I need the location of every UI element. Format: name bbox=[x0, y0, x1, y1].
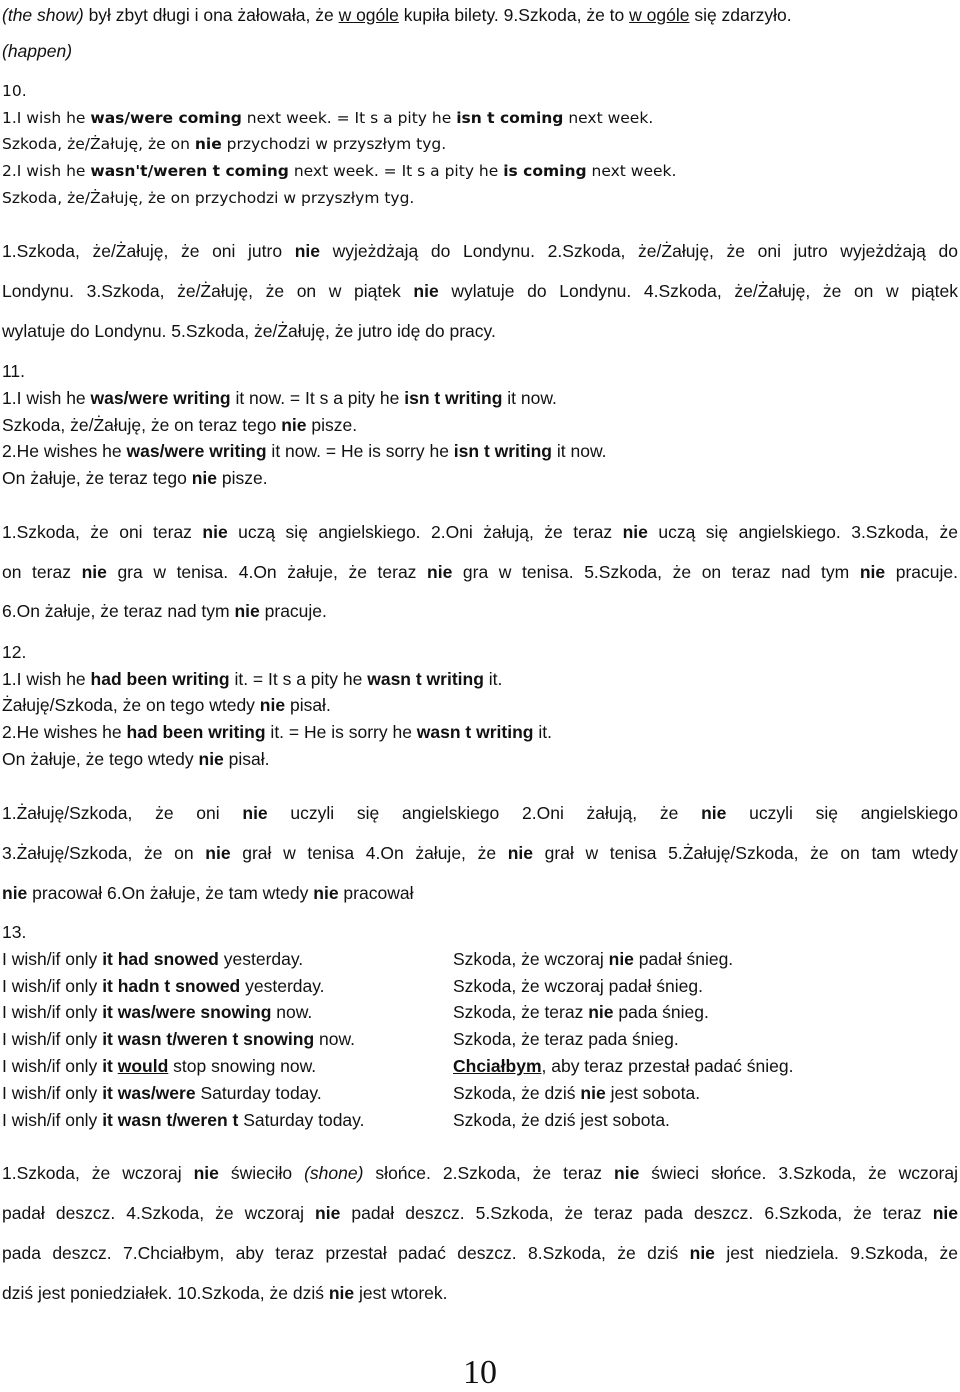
text: it bbox=[102, 1056, 118, 1076]
section-13-para-4 bbox=[2, 1283, 448, 1303]
text: 2.He wishes he bbox=[2, 441, 127, 461]
text: I wish/if only bbox=[2, 1056, 103, 1076]
text: świeci słońce. 3.Szkoda, że wczoraj bbox=[639, 1163, 958, 1183]
text: pada deszcz. 7.Chciałbym, aby teraz przestał padać deszcz. 8.Szkoda, że dziś bbox=[2, 1243, 690, 1263]
text: pracował 6.On żałuje, że tam wtedy bbox=[27, 883, 314, 903]
italic-text: (shone) bbox=[304, 1163, 364, 1183]
text: 1.I wish he bbox=[2, 388, 91, 408]
bold-text: was/were writing bbox=[126, 441, 267, 461]
text: Szkoda, że wczoraj bbox=[453, 949, 609, 969]
text: On żałuje, że teraz tego bbox=[2, 468, 192, 488]
text: next week. bbox=[586, 162, 677, 180]
section-12-para-3 bbox=[2, 883, 413, 903]
bold-text: isn t writing bbox=[453, 441, 552, 461]
section-10-para-1 bbox=[2, 241, 958, 261]
bold-text bbox=[453, 1056, 542, 1076]
text: grał w tenisa 5.Żałuję/Szkoda, że on tam wtedy bbox=[533, 843, 958, 863]
intro-line-1 bbox=[2, 5, 792, 25]
bold-text: nie bbox=[193, 1163, 219, 1183]
section-12-line-3 bbox=[2, 722, 552, 742]
text: pisał. bbox=[223, 749, 270, 769]
bold-text bbox=[102, 1056, 168, 1076]
translation-line bbox=[453, 1002, 709, 1022]
text: pracuje. bbox=[259, 601, 327, 621]
text: Saturday today. bbox=[195, 1083, 322, 1103]
bold-text: it was/were snowing bbox=[102, 1002, 272, 1022]
bold-text: nie bbox=[608, 949, 634, 969]
text: I wish/if only bbox=[2, 1029, 103, 1049]
text: 2.He wishes he bbox=[2, 722, 127, 742]
section-12-para-2 bbox=[2, 843, 958, 863]
text: był zbyt długi i ona żałowała, że bbox=[83, 5, 339, 25]
section-10-line-4: Szkoda, że/Żałuję, że on przychodzi w przyszłym tyg. bbox=[2, 189, 415, 207]
text: uczyli się angielskiego 2.Oni żałują, że bbox=[267, 803, 702, 823]
text: 1.Żałuję/Szkoda, że oni bbox=[2, 803, 243, 823]
text: it now. bbox=[552, 441, 607, 461]
text: stop snowing now. bbox=[168, 1056, 317, 1076]
section-13-para-2 bbox=[2, 1203, 958, 1223]
bold-text: nie bbox=[413, 281, 439, 301]
text: I wish/if only bbox=[2, 1083, 103, 1103]
text: wyjeżdżają do Londynu. 2.Szkoda, że/Żałuję, że oni jutro wyjeżdżają do bbox=[320, 241, 958, 261]
text: now. bbox=[314, 1029, 356, 1049]
text: 3.Żałuję/Szkoda, że on bbox=[2, 843, 206, 863]
bold-text: nie bbox=[315, 1203, 341, 1223]
bold-text: nie bbox=[205, 843, 231, 863]
bold-text: nie bbox=[689, 1243, 715, 1263]
text: it now. = He is sorry he bbox=[266, 441, 454, 461]
text: gra w tenisa. 5.Szkoda, że on teraz nad tym bbox=[452, 562, 860, 582]
bold-text: nie bbox=[427, 562, 453, 582]
bold-text: had been writing bbox=[90, 669, 230, 689]
text: 2.I wish he bbox=[2, 162, 91, 180]
text: się zdarzyło. bbox=[689, 5, 792, 25]
bold-text: nie bbox=[81, 562, 107, 582]
text: Szkoda, że dziś jest sobota. bbox=[453, 1110, 670, 1130]
text: Szkoda, że teraz pada śnieg. bbox=[453, 1029, 679, 1049]
bold-text: nie bbox=[614, 1163, 640, 1183]
bold-text: nie bbox=[194, 135, 222, 153]
wish-line bbox=[2, 1110, 364, 1130]
section-13-heading: 13. bbox=[2, 922, 27, 942]
text: pisze. bbox=[217, 468, 268, 488]
text: , aby teraz przestał padać śnieg. bbox=[541, 1056, 794, 1076]
text: yesterday. bbox=[240, 976, 325, 996]
text: 1.I wish he bbox=[2, 109, 91, 127]
bold-text: wasn t writing bbox=[416, 722, 534, 742]
bold-text: it hadn t snowed bbox=[102, 976, 241, 996]
text: Szkoda, że dziś bbox=[453, 1083, 581, 1103]
text: next week. bbox=[563, 109, 654, 127]
translation-line bbox=[453, 1056, 793, 1076]
section-10-para-3: wylatuje do Londynu. 5.Szkoda, że/Żałuję, że jutro idę do pracy. bbox=[2, 321, 496, 341]
bold-text: nie bbox=[588, 1002, 614, 1022]
section-13-para-1 bbox=[2, 1163, 958, 1183]
text: uczyli się angielskiego bbox=[726, 803, 958, 823]
text: I wish/if only bbox=[2, 1110, 103, 1130]
text: it now. = It s a pity he bbox=[230, 388, 405, 408]
text: Szkoda, że wczoraj padał śnieg. bbox=[453, 976, 703, 996]
text: yesterday. bbox=[218, 949, 304, 969]
text: 6.On żałuje, że teraz nad tym bbox=[2, 601, 235, 621]
translation-line bbox=[453, 1110, 670, 1130]
bold-text: it wasn t/weren t bbox=[102, 1110, 239, 1130]
text: 1.Szkoda, że/Żałuję, że oni jutro bbox=[2, 241, 295, 261]
section-12-line-1 bbox=[2, 669, 502, 689]
text: gra w tenisa. 4.On żałuje, że teraz bbox=[106, 562, 428, 582]
text: 1.Szkoda, że oni teraz bbox=[2, 522, 203, 542]
bold-text: nie bbox=[859, 562, 886, 582]
section-11-para-1 bbox=[2, 522, 958, 542]
text: now. bbox=[271, 1002, 313, 1022]
wish-line bbox=[2, 976, 325, 996]
bold-text: it was/were bbox=[102, 1083, 196, 1103]
text: wylatuje do Londynu. 4.Szkoda, że/Żałuję, że on w piątek bbox=[438, 281, 959, 301]
text: uczą się angielskiego. 2.Oni żałują, że teraz bbox=[227, 522, 623, 542]
text: padał śnieg. bbox=[633, 949, 734, 969]
bold-text: nie bbox=[580, 1083, 606, 1103]
bold-text: nie bbox=[701, 803, 727, 823]
text: jest niedziela. 9.Szkoda, że bbox=[714, 1243, 958, 1263]
intro-italic: (the show) bbox=[2, 5, 84, 25]
text: słońce. 2.Szkoda, że teraz bbox=[363, 1163, 615, 1183]
bold-text: nie bbox=[281, 415, 307, 435]
section-10-line-3 bbox=[2, 161, 676, 181]
section-11-para-3 bbox=[2, 601, 327, 621]
page-number: 10 bbox=[463, 1354, 497, 1391]
bold-text: nie bbox=[191, 468, 217, 488]
section-13-para-3 bbox=[2, 1243, 958, 1263]
text: (happen) bbox=[2, 41, 73, 61]
text: 1.I wish he bbox=[2, 669, 91, 689]
bold-text: had been writing bbox=[126, 722, 266, 742]
section-10-para-2 bbox=[2, 281, 958, 301]
section-11-line-4 bbox=[2, 468, 268, 488]
translation-line bbox=[453, 1029, 679, 1049]
underlined-text: Chciałbym bbox=[453, 1056, 542, 1076]
wish-line bbox=[2, 949, 303, 969]
wish-line bbox=[2, 1083, 322, 1103]
translation-line bbox=[453, 976, 703, 996]
bold-text: nie bbox=[294, 241, 321, 261]
section-11-para-2 bbox=[2, 562, 958, 582]
bold-text: nie bbox=[932, 1203, 958, 1223]
text: it. bbox=[483, 669, 503, 689]
text: jest wtorek. bbox=[354, 1283, 448, 1303]
bold-text: wasn t writing bbox=[367, 669, 484, 689]
bold-text: isn t coming bbox=[456, 109, 564, 127]
wish-line bbox=[2, 1002, 312, 1022]
section-12-line-4 bbox=[2, 749, 270, 769]
bold-text: nie bbox=[507, 843, 534, 863]
intro-line-2 bbox=[2, 41, 72, 61]
text: kupiła bilety. 9.Szkoda, że to bbox=[398, 5, 630, 25]
text: grał w tenisa 4.On żałuje, że bbox=[230, 843, 508, 863]
text: jest sobota. bbox=[605, 1083, 701, 1103]
bold-text: nie bbox=[198, 749, 224, 769]
wish-line bbox=[2, 1029, 355, 1049]
text: dziś jest poniedziałek. 10.Szkoda, że dziś bbox=[2, 1283, 329, 1303]
section-11-heading: 11. bbox=[2, 361, 26, 381]
text: I wish/if only bbox=[2, 1002, 103, 1022]
wish-line bbox=[2, 1056, 316, 1076]
bold-text: is coming bbox=[503, 162, 587, 180]
text: Londynu. 3.Szkoda, że/Żałuję, że on w piątek bbox=[2, 281, 414, 301]
underlined-text: w ogóle bbox=[338, 5, 399, 25]
text: On żałuje, że tego wtedy bbox=[2, 749, 199, 769]
text: 1.Szkoda, że wczoraj bbox=[2, 1163, 194, 1183]
bold-text: it wasn t/weren t snowing bbox=[102, 1029, 315, 1049]
text: it. = He is sorry he bbox=[265, 722, 417, 742]
text: next week. = It s a pity he bbox=[241, 109, 457, 127]
bold-text: isn t writing bbox=[404, 388, 503, 408]
text: next week. = It s a pity he bbox=[288, 162, 504, 180]
text: uczą się angielskiego. 3.Szkoda, że bbox=[647, 522, 958, 542]
text: it. = It s a pity he bbox=[229, 669, 368, 689]
bold-text: nie bbox=[202, 522, 228, 542]
section-11-line-2 bbox=[2, 415, 357, 435]
bold-text: wasn't/weren t coming bbox=[90, 162, 289, 180]
bold-text: was/were coming bbox=[90, 109, 242, 127]
text: I wish/if only bbox=[2, 949, 103, 969]
bold-text: nie bbox=[259, 695, 286, 715]
text: it now. bbox=[502, 388, 557, 408]
text: Szkoda, że teraz bbox=[453, 1002, 589, 1022]
text: it. bbox=[533, 722, 552, 742]
text: Żałuję/Szkoda, że on tego wtedy bbox=[2, 695, 260, 715]
section-10-line-1 bbox=[2, 108, 653, 128]
text: I wish/if only bbox=[2, 976, 103, 996]
text: pisał. bbox=[285, 695, 331, 715]
section-10-line-2 bbox=[2, 134, 446, 154]
text: on teraz bbox=[2, 562, 82, 582]
section-12-heading: 12. bbox=[2, 642, 27, 662]
text: świeciło bbox=[218, 1163, 305, 1183]
section-11-line-3 bbox=[2, 441, 606, 461]
section-11-line-1 bbox=[2, 388, 557, 408]
bold-text: was/were writing bbox=[90, 388, 231, 408]
bold-text: nie bbox=[313, 883, 339, 903]
text: pisze. bbox=[306, 415, 358, 435]
text: Saturday today. bbox=[238, 1110, 365, 1130]
underlined-text: would bbox=[117, 1056, 169, 1076]
text: przychodzi w przyszłym tyg. bbox=[221, 135, 447, 153]
section-10-heading: 10. bbox=[2, 82, 27, 100]
text: padał deszcz. 4.Szkoda, że wczoraj bbox=[2, 1203, 316, 1223]
translation-line bbox=[453, 949, 733, 969]
section-12-para-1 bbox=[2, 803, 958, 823]
bold-text: nie bbox=[622, 522, 648, 542]
text: Szkoda, że/Żałuję, że on teraz tego bbox=[2, 415, 282, 435]
bold-text: nie bbox=[234, 601, 260, 621]
bold-text: nie bbox=[2, 883, 28, 903]
text: padał deszcz. 5.Szkoda, że teraz pada deszcz. 6.Szkoda, że teraz bbox=[340, 1203, 933, 1223]
section-12-line-2 bbox=[2, 695, 331, 715]
bold-text: nie bbox=[242, 803, 268, 823]
text: pada śnieg. bbox=[613, 1002, 709, 1022]
bold-text: it had snowed bbox=[102, 949, 219, 969]
translation-line bbox=[453, 1083, 700, 1103]
bold-text: nie bbox=[328, 1283, 355, 1303]
text: Szkoda, że/Żałuję, że on bbox=[2, 135, 195, 153]
text: pracuje. bbox=[885, 562, 958, 582]
text: pracował bbox=[338, 883, 414, 903]
underlined-text: w ogóle bbox=[629, 5, 690, 25]
